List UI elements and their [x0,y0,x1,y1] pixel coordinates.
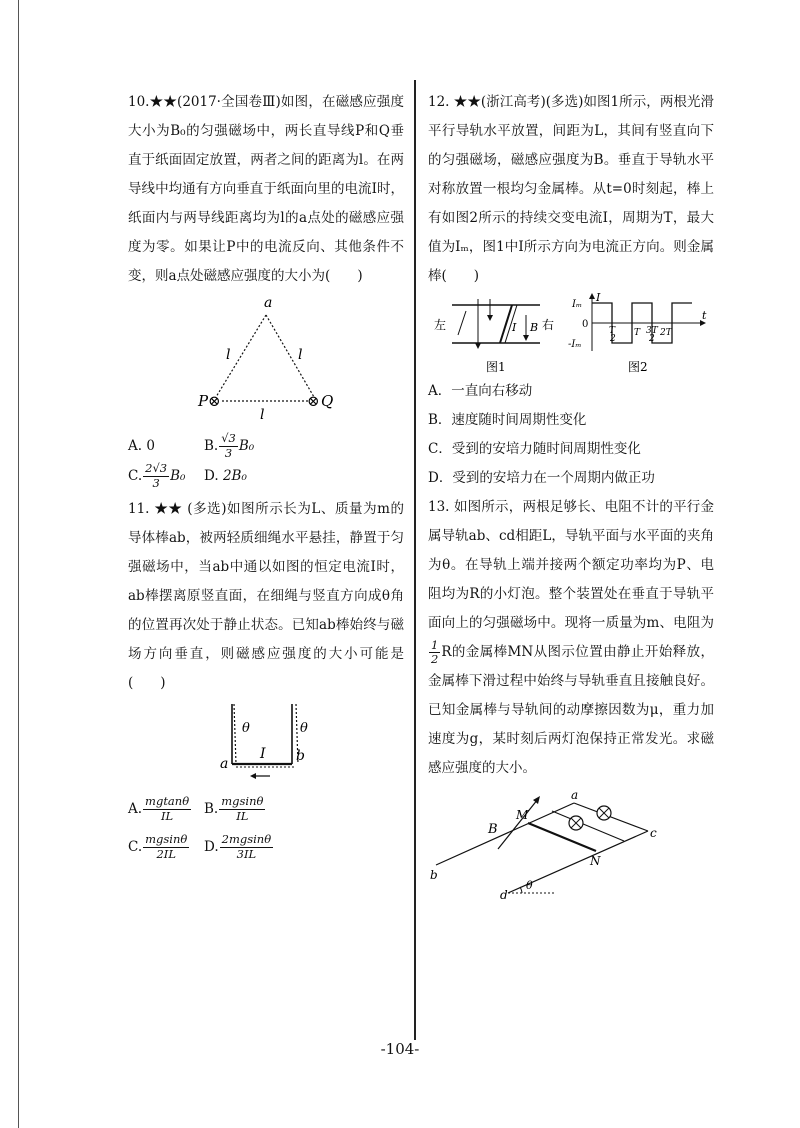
fig11-current-arrowhead-icon [250,773,256,779]
figure-2 [568,291,707,374]
fig2-label-neg-Im: -Iₘ [568,339,582,350]
fig11-label-theta-left: θ [242,721,250,736]
question-12-options [428,377,714,493]
q10-option-b: B. $\frac{√3}{3}$ B₀ [204,431,255,460]
right-column [428,88,714,909]
fig1-rail-left-hatch [458,311,466,335]
q11-option-c: C. $\frac{mgsin\theta}{2IL}$ [128,832,188,861]
fig2-i-axis-arrow-icon [589,293,595,299]
question-10-text: 10.★★(2017·全国卷Ⅲ)如图，在磁感应强度大小为B₀的匀强磁场中，两长直导线P和Q垂直于纸面固定放置，两者之间的距离为l。在两导线中均通有方向垂直于纸面向里的电流I时，纸面内与两导线距离均为l的a点处的磁感应强度为零。如果让P中的电流反向、其他条件不变，则a点处磁感应强度的大小为( ) [128,94,404,284]
q11-option-b: B. $\frac{mgsin\theta}{IL}$ [204,794,264,823]
fig13-label-c: c [650,826,657,840]
q13-half-fraction: $\frac{1}{2}$ [431,637,439,666]
fig10-wire-P-icon: ⊗ [208,392,221,410]
fig1-caption: 图1 [486,360,506,374]
q12-option-b: B．速度随时间周期性变化 [428,412,587,428]
fig10-label-a: a [264,295,273,311]
question-10-options-row-1 [128,431,404,461]
fig1-label-current: I [512,321,517,334]
fig2-tick-half-T: T [609,326,616,336]
question-12-figures [428,291,714,377]
left-column [128,88,404,866]
fig11-label-b: b [296,748,305,764]
fig2-label-origin: 0 [582,319,589,330]
question-11-options-row-2 [128,828,404,866]
fig10-wire-Q-icon: ⊗ [307,392,320,410]
fig1-label-left: 左 [434,318,447,332]
q11-option-d: D. $\frac{2mgsin\theta}{3IL}$ [204,832,272,861]
question-11-text: 11. ★★ (多选)如图所示长为L、质量为m的导体棒ab，被两轻质细绳水平悬挂，静置于匀强磁场中，当ab中通以如图的恒定电流I时，ab棒摆离原竖直面，在细绳与竖直方向成θ角的位置再次处于静止状态。已知ab棒始终与磁场方向垂直，则磁感应强度的大小可能是( ) [128,501,404,691]
fig2-caption: 图2 [628,360,648,374]
fig13-label-M: M [516,808,529,822]
question-10-figure [128,291,404,431]
fig10-side-right [266,315,314,397]
binding-edge-line [18,0,19,1128]
fig1-label-field: B [530,321,539,334]
page-number: -104- [380,1040,420,1058]
fig11-label-theta-right: θ [300,721,308,736]
fig1-field-arrow-3-icon [523,335,529,341]
fig2-tick-3T-half: 3T [646,326,658,336]
fig1-field-arrow-1-icon [475,343,481,349]
question-11-options-row-1 [128,790,404,828]
fig10-label-l-left: l [226,347,231,363]
fig1-label-right: 右 [542,318,555,332]
fig2-label-I: I [596,291,601,304]
fig2-tick-3T-half-den: 2 [649,334,655,344]
figure-1 [434,299,554,374]
column-divider [414,80,416,1040]
fig2-tick-T: T [634,328,641,338]
question-11-figure [128,698,404,790]
question-13-text: 13. 如图所示，两根足够长、电阻不计的平行金属导轨ab、cd相距L，导轨平面与水平面的夹角为θ。在导轨上端并接两个额定功率均为P、电阻均为R的小灯泡。整个装置处在垂直于导轨平面向上的匀强磁场中。现将一质量为m、电阻为 $\frac{1}{2}$ R的金属棒MN从图示位置由静止开始释放，金属棒下滑过程中始终与导轨垂直且接触良好。已知金属棒与导轨间的动摩擦因数为μ，重力加速度为g，某时刻后两灯泡保持正常发光。求磁感应强度的大小。 [428,499,714,776]
fig13-label-theta: θ [526,879,533,892]
fig10-label-P: P [198,392,209,410]
question-11 [128,495,404,866]
fig13-label-d: d [500,888,508,902]
fig10-label-l-right: l [298,347,303,363]
question-13 [428,493,714,909]
fig11-label-current: I [260,746,266,762]
question-13-figure [428,783,714,909]
question-10-options-row-2 [128,461,404,491]
fig2-label-Im: Iₘ [572,299,583,310]
q10-option-d: D. 2B₀ [204,467,247,484]
fig13-label-B: B [488,822,498,837]
fig13-label-N: N [590,854,601,868]
question-12 [428,88,714,493]
question-10 [128,88,404,491]
fig2-tick-half-T-den: 2 [610,334,616,344]
q10-option-a: A. 0 [128,437,155,454]
question-12-text: 12. ★★(浙江高考)(多选)如图1所示，两根光滑平行导轨水平放置，间距为L，其间有竖直向下的匀强磁场，磁感应强度为B。垂直于导轨水平对称放置一根均匀金属棒。从t=0时刻起，棒上有如图2所示的持续交变电流I，周期为T，最大值为Iₘ，图1中I所示方向为电流正方向。则金属棒( ) [428,94,714,284]
fig1-field-arrow-2-icon [487,315,493,321]
fig10-label-l-base: l [260,407,265,423]
q12-option-c: C．受到的安培力随时间周期性变化 [428,441,641,457]
fig13-rod-MN [528,823,596,851]
fig1-metal-rod [500,305,512,343]
q10-option-c: C. $\frac{2√3}{3}$ B₀ [128,461,186,490]
fig13-angle-arc [520,887,522,893]
fig13-top-connector [574,803,648,831]
fig10-label-Q: Q [321,392,334,410]
fig13-label-a: a [571,788,579,802]
fig2-label-t: t [702,309,707,322]
fig13-label-b: b [430,868,438,882]
q12-option-d: D．受到的安培力在一个周期内做正功 [428,470,655,486]
q11-option-a: A. $\frac{mgtan\theta}{IL}$ [128,794,190,823]
fig2-tick-2T: 2T [660,328,672,338]
q12-option-a: A．一直向右移动 [428,383,533,399]
fig11-rope-left-tilted [234,704,236,764]
fig10-side-left [216,315,266,397]
fig11-label-a: a [220,756,229,772]
